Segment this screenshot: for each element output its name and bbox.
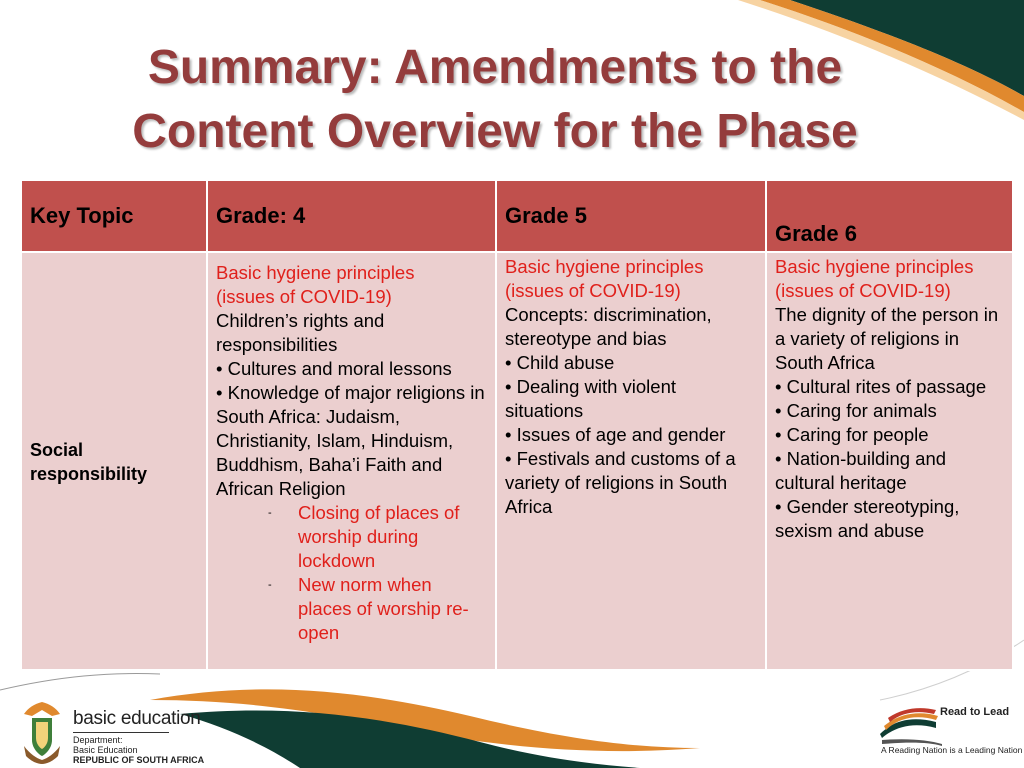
grade-5-bullet: • Festivals and customs of a variety of religions in South Africa bbox=[505, 448, 736, 517]
grade-4-covid-line-1: Basic hygiene principles bbox=[216, 262, 415, 283]
grade-4-bullet: • Cultures and moral lessons bbox=[216, 358, 452, 379]
header-grade-6: Grade 6 bbox=[767, 181, 1012, 251]
grade-5-bullet: • Issues of age and gender bbox=[505, 424, 726, 445]
grade-4-bullet: • Knowledge of major religions in South Africa: Judaism, Christianity, Islam, Hinduism, Buddhism, Baha’i Faith and African Religion bbox=[216, 382, 485, 499]
grade-6-bullet: • Cultural rites of passage bbox=[775, 376, 987, 397]
grade-6-covid-line-1: Basic hygiene principles bbox=[775, 256, 974, 277]
dept-line-1: Department: bbox=[73, 735, 123, 745]
grade-5-covid-line-2: (issues of COVID-19) bbox=[505, 280, 681, 301]
grade-6-bullet: • Caring for animals bbox=[775, 400, 937, 421]
topic-cell: Social responsibility bbox=[22, 253, 206, 669]
grade-6-covid-line-2: (issues of COVID-19) bbox=[775, 280, 951, 301]
grade-6-bullet: • Nation-building and cultural heritage bbox=[775, 448, 947, 493]
header-key-topic: Key Topic bbox=[22, 181, 206, 251]
grade-6-intro: The dignity of the person in a variety of religions in South Africa bbox=[775, 304, 999, 373]
grade-4-intro: Children’s rights and responsibilities bbox=[216, 310, 385, 355]
grade-4-sub-text: New norm when places of worship re-open bbox=[298, 574, 469, 643]
grade-5-intro: Concepts: discrimination, stereotype and bias bbox=[505, 304, 712, 349]
grade-5-bullet: • Dealing with violent situations bbox=[505, 376, 677, 421]
dash-marker: - bbox=[268, 507, 272, 519]
grade-4-covid-line-2: (issues of COVID-19) bbox=[216, 286, 392, 307]
dept-line-2: Basic Education bbox=[73, 745, 138, 755]
title-line-1: Summary: Amendments to the bbox=[147, 41, 843, 94]
title-line-2: Content Overview for the Phase bbox=[132, 105, 858, 158]
grade-6-bullet: • Gender stereotyping, sexism and abuse bbox=[775, 496, 960, 541]
read-to-lead-tagline: A Reading Nation is a Leading Nation bbox=[881, 745, 1023, 755]
dept-line-3: REPUBLIC OF SOUTH AFRICA bbox=[73, 755, 205, 765]
grade-6-bullet: • Caring for people bbox=[775, 424, 929, 445]
header-grade-4: Grade: 4 bbox=[208, 181, 495, 251]
grade-5-bullet: • Child abuse bbox=[505, 352, 615, 373]
header-grade-5: Grade 5 bbox=[497, 181, 765, 251]
org-name: basic education bbox=[73, 708, 201, 729]
read-to-lead-title: Read to Lead bbox=[940, 706, 1010, 718]
dash-marker: - bbox=[268, 579, 272, 591]
grade-5-covid-line-1: Basic hygiene principles bbox=[505, 256, 704, 277]
grade-4-sub-text: Closing of places of worship during lockdown bbox=[298, 502, 460, 571]
